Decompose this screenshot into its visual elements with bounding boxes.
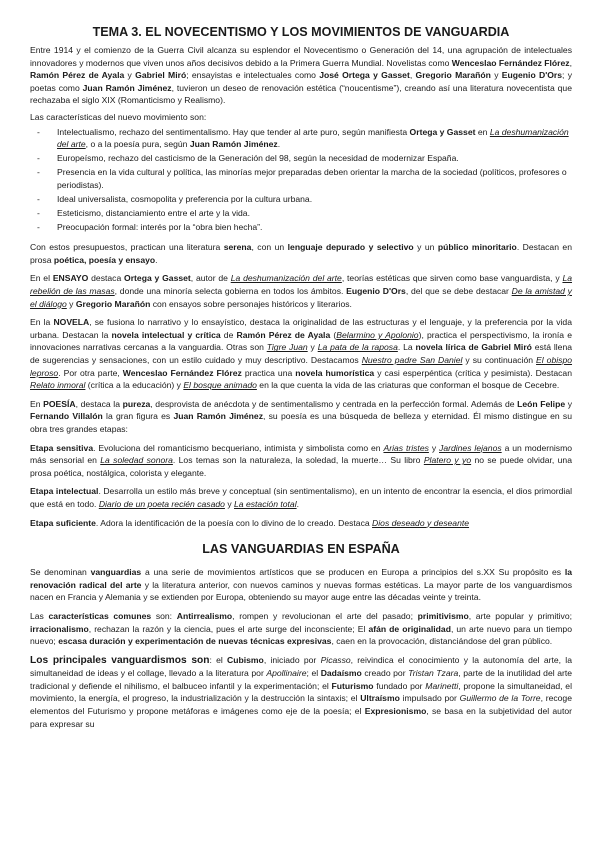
etapa-intelectual-paragraph: Etapa intelectual. Desarrolla un estilo más breve y conceptual (sin sentimentalismo), en un intento de encontrar la esencia, el dios primordial que está en todo. Diario de un poeta recién casado y La estación total. [30, 486, 573, 509]
vanguardias-characteristics-paragraph: Las características comunes son: Antirrealismo, rompen y revolucionan el arte del pasado; primitivismo, arte popular y primitivo; irracionalismo, rechazan la razón y la ciencia, pues el arte surge del inconsciente; El afán de originalidad, un arte nuevo para un tiempo nuevo; escasa duración y experimentación de nuevas técnicas expresivas, caen en la provocación, distanciándose del gran público. [30, 610, 572, 647]
vanguardias-movements-paragraph: Los principales vanguardismos son: el Cubismo, iniciado por Picasso, reivindica el conocimiento y la autonomía del arte, la simultaneidad de ideas y el collage, llevado a la literatura por Apollinaire; el Dadaísmo creado por Tristan Tzara, parte de la inutilidad del arte tradicional y defiende el nihilismo, el balbuceo infantil y la experimentación; el Futurismo fundado por Marinetti, propone la simultaneidad, el movimiento, la energía, el progreso, la industrialización y la destrucción la sintaxis; el Ultraísmo impulsado por Guillermo de la Torre, recoge elementos del Futurismo y propone metáforas e imágenes como eje de la poesía; el Expresionismo, se basa en la subjetividad del autor para expresar su [30, 654, 573, 729]
list-item: - Europeísmo, rechazo del casticismo de la Generación del 98, según la necesidad de modernizar España. [37, 153, 459, 164]
etapa-suficiente-paragraph: Etapa suficiente. Adora la identificación de la poesía con lo divino de lo creado. Destaca Dios deseado y deseante [30, 517, 470, 528]
list-item: - Preocupación formal: interés por la “obra bien hecha”. [37, 221, 263, 232]
novela-paragraph: En la NOVELA, se fusiona lo narrativo y lo ensayístico, destaca la originalidad de las estructuras y el lenguaje, y la preferencia por la vida urbana. Destacan la novela intelectual y crítica de Ramón Pérez de Ayala (Belarmino y Apolonio), practica el perspectivismo, la ironía e innovaciones narrativas cercanas a la vanguardia. Otras son Tigre Juan y La pata de la raposa. La novela lírica de Gabriel Miró está llena de sugerencias y sensaciones, con un estilo cuidado y muy descriptivo. Destacamos Nuestro padre San Daniel y su continuación El obispo leproso. Por otra parte, Wenceslao Fernández Flórez practica una novela humorística y casi esperpéntica (crítica y pesimista). Destacan Relato inmoral (crítica a la educación) y El bosque animado en la que cuenta la vida de las criaturas que conforman el bosque de Cecebre. [30, 317, 573, 391]
list-item: - Presencia en la vida cultural y política, las minorías mejor preparadas deben orientar la marcha de la sociedad (políticos, profesores o periodistas). [37, 167, 567, 190]
list-item: - Intelectualismo, rechazo del sentimentalismo. Hay que tender al arte puro, según manifiesta Ortega y Gasset en La deshumanización del arte, o a la poesía pura, según Juan Ramón Jiménez. [37, 126, 569, 150]
list-item: - Ideal universalista, cosmopolita y preferencia por la cultura urbana. [37, 193, 313, 204]
ensayo-paragraph: En el ENSAYO destaca Ortega y Gasset, autor de La deshumanización del arte, teorías estéticas que sirven como base vanguardista, y La rebelión de las masas, donde una minoría selecta gobierna en todos los ámbitos. Eugenio D'Ors, del que se debe destacar De la amistad y el diálogo y Gregorio Marañón con ensayos sobre personajes históricos y literarios. [30, 273, 572, 309]
etapa-sensitiva-paragraph: Etapa sensitiva. Evoluciona del romanticismo becqueriano, intimista y simbolista como en Arias tristes y Jardines lejanos a un modernismo más sensorial en La soledad sonora. Los temas son la naturaleza, la soledad, la muerte… Su libro Platero y yo no se puede olvidar, una prosa poética, nostálgica, colorista y elegante. [30, 442, 573, 478]
list-item: - Esteticismo, distanciamiento entre el arte y la vida. [37, 207, 250, 218]
poesia-paragraph: En POESÍA, destaca la pureza, desprovista de anécdota y de sentimentalismo y centrada en la perfección formal. Además de León Felipe y Fernando Villalón la gran figura es Juan Ramón Jiménez, su poesía es una búsqueda de belleza y eternidad. Él mismo distingue en su obra tres grandes etapas: [30, 398, 573, 434]
intro-paragraph: Entre 1914 y el comienzo de la Guerra Civil alcanza su esplendor el Novecentismo o Generación del 14, una agrupación de intelectuales innovadores y modernos que viven unos años decisivos debido a la Primera Guerra Mundial. Novelistas como Wenceslao Fernández Flórez, Ramón Pérez de Ayala y Gabriel Miró; ensayistas e intelectuales como José Ortega y Gasset, Gregorio Marañón y Eugenio D'Ors; y poetas como Juan Ramón Jiménez, tuvieron un deseo de renovación estética (“noucentisme”), creando así una literatura novecentista que rechazaba el siglo XIX (Romanticismo y Realismo). [30, 45, 573, 106]
document-page [30, 24, 572, 736]
vanguardias-definition-paragraph: Se denominan vanguardias a una serie de movimientos artísticos que se producen en Europa a principios del s.XX Su propósito es la renovación radical del arte y la literatura anterior, con nuevos caminos y nuevas formas estéticas. La mayor parte de los vanguardismos nacen en Francia y Alemania y se extienden por Europa, obteniendo su mayor auge entre las décadas veinte y treinta. [30, 567, 573, 603]
characteristics-list [30, 126, 572, 234]
page-title: TEMA 3. EL NOVECENTISMO Y LOS MOVIMIENTOS DE VANGUARDIA [92, 25, 510, 39]
characteristics-intro: Las características del nuevo movimiento son: [30, 111, 207, 122]
section-title-vanguardias: LAS VANGUARDIAS EN ESPAÑA [202, 542, 400, 557]
style-paragraph: Con estos presupuestos, practican una literatura serena, con un lenguaje depurado y selectivo y un público minoritario. Destacan en prosa poética, poesía y ensayo. [30, 242, 572, 265]
